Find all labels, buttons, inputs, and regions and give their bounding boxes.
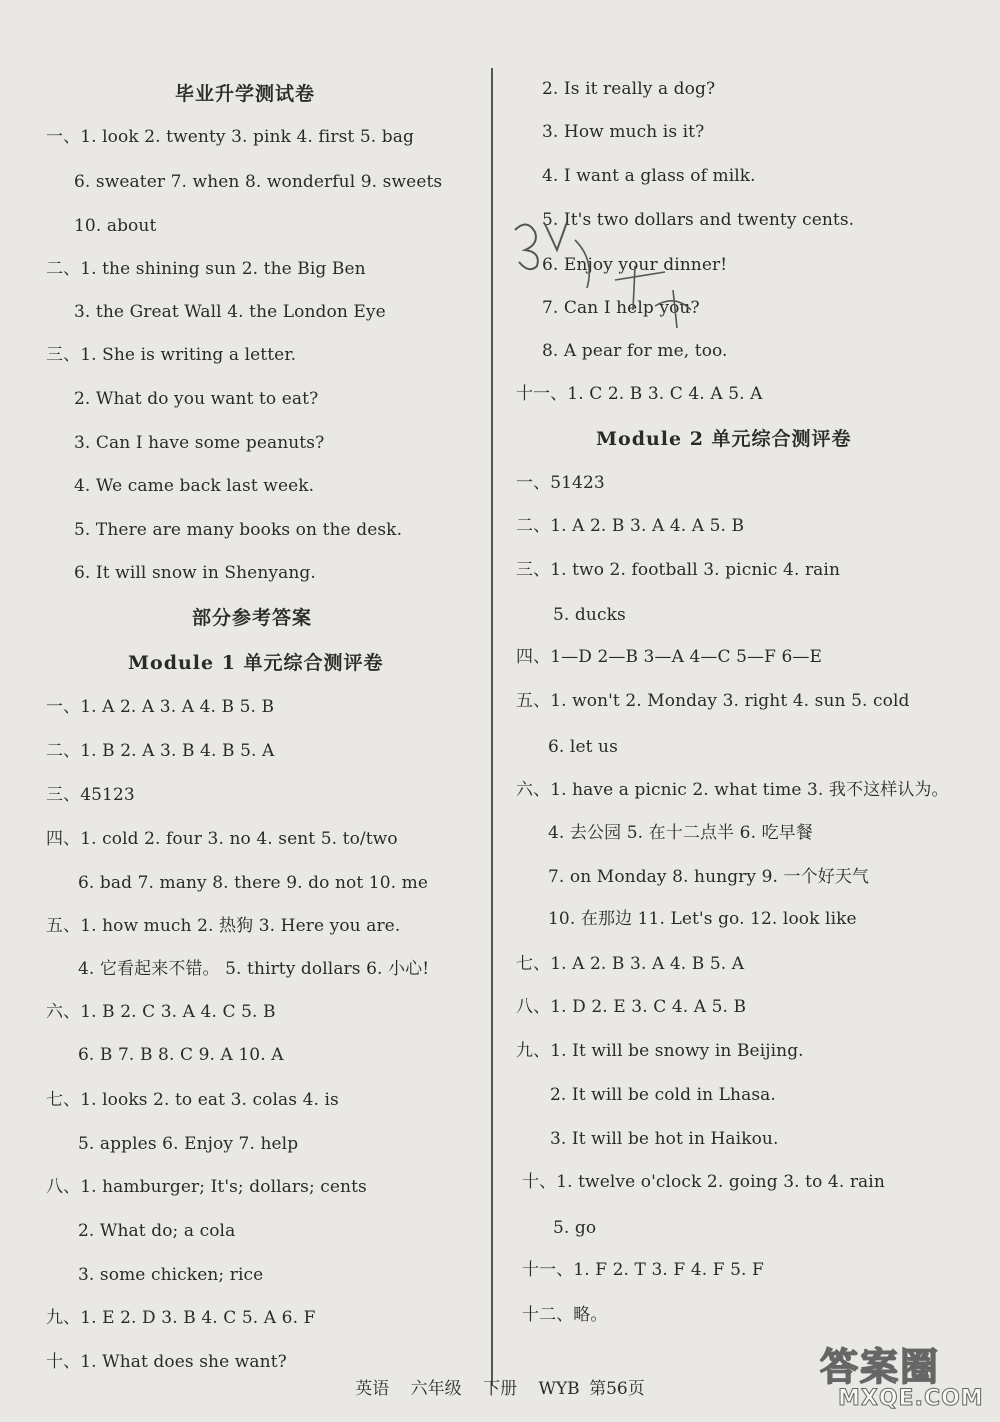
answer-line: 8. A pear for me, too. xyxy=(542,341,728,361)
answer-line: 2. It will be cold in Lhasa. xyxy=(550,1085,776,1105)
section-title-module-2: Module 2 单元综合测评卷 xyxy=(596,428,852,450)
section-title-reference-answers: 部分参考答案 xyxy=(192,607,313,629)
answer-line: 二、1. A 2. B 3. A 4. A 5. B xyxy=(516,516,745,536)
answer-line: 7. on Monday 8. hungry 9. 一个好天气 xyxy=(548,867,870,887)
answer-line: 十二、略。 xyxy=(522,1305,608,1325)
answer-line: 4. We came back last week. xyxy=(74,476,315,496)
footer-grade: 六年级 xyxy=(410,1379,462,1399)
watermark-text-cn: 答案圈 xyxy=(820,1345,941,1389)
answer-line: 二、1. B 2. A 3. B 4. B 5. A xyxy=(46,741,275,761)
answer-line: 九、1. It will be snowy in Beijing. xyxy=(516,1041,804,1061)
answer-line: 2. What do you want to eat? xyxy=(74,389,319,409)
watermark-text-en: MXQE.COM xyxy=(838,1386,984,1411)
answer-line: 五、1. won't 2. Monday 3. right 4. sun 5. cold xyxy=(516,691,910,711)
answer-line: 5. There are many books on the desk. xyxy=(74,520,403,540)
answer-line: 6. Enjoy your dinner! xyxy=(542,255,728,275)
answer-line: 七、1. looks 2. to eat 3. colas 4. is xyxy=(46,1090,339,1110)
answer-line: 2. What do; a cola xyxy=(78,1221,236,1241)
answer-line: 三、1. two 2. football 3. picnic 4. rain xyxy=(516,560,841,580)
answer-line: 4. 去公园 5. 在十二点半 6. 吃早餐 xyxy=(548,823,813,843)
answer-line: 十一、1. F 2. T 3. F 4. F 5. F xyxy=(522,1260,764,1280)
answer-line: 一、51423 xyxy=(516,473,605,493)
footer-page-number: 第56页 xyxy=(589,1379,645,1399)
answer-line: 六、1. B 2. C 3. A 4. C 5. B xyxy=(46,1002,276,1022)
answer-line: 6. sweater 7. when 8. wonderful 9. sweets xyxy=(74,172,443,192)
answer-line: 十、1. What does she want? xyxy=(46,1352,287,1372)
answer-line: 七、1. A 2. B 3. A 4. B 5. A xyxy=(516,954,745,974)
answer-line: 3. How much is it? xyxy=(542,122,705,142)
answer-line: 一、1. look 2. twenty 3. pink 4. first 5. bag xyxy=(46,127,414,147)
footer-subject: 英语 xyxy=(355,1379,390,1399)
answer-line: 3. Can I have some peanuts? xyxy=(74,433,325,453)
answer-line: 四、1. cold 2. four 3. no 4. sent 5. to/two xyxy=(46,829,398,849)
pencil-scribble-mark xyxy=(505,210,728,360)
answer-line: 3. the Great Wall 4. the London Eye xyxy=(74,302,386,322)
footer-volume: 下册 xyxy=(483,1379,518,1399)
answer-line: 6. It will snow in Shenyang. xyxy=(74,563,316,583)
answer-line: 九、1. E 2. D 3. B 4. C 5. A 6. F xyxy=(46,1308,316,1328)
answer-line: 五、1. how much 2. 热狗 3. Here you are. xyxy=(46,916,401,936)
answer-line: 四、1—D 2—B 3—A 4—C 5—F 6—E xyxy=(516,647,823,667)
answer-line: 7. Can I help you? xyxy=(542,298,700,318)
answer-line: 八、1. hamburger; It's; dollars; cents xyxy=(46,1177,367,1197)
answer-line: 6. B 7. B 8. C 9. A 10. A xyxy=(78,1045,284,1065)
answer-line: 5. It's two dollars and twenty cents. xyxy=(542,210,855,230)
answer-line: 3. It will be hot in Haikou. xyxy=(550,1129,779,1149)
answer-line: 6. bad 7. many 8. there 9. do not 10. me xyxy=(78,873,429,893)
answer-line: 十一、1. C 2. B 3. C 4. A 5. A xyxy=(516,384,763,404)
column-divider xyxy=(491,68,493,1386)
answer-line: 10. about xyxy=(74,216,157,236)
answer-line: 3. some chicken; rice xyxy=(78,1265,264,1285)
answer-line: 八、1. D 2. E 3. C 4. A 5. B xyxy=(516,997,747,1017)
section-title-module-1: Module 1 单元综合测评卷 xyxy=(128,652,384,674)
answer-line: 一、1. A 2. A 3. A 4. B 5. B xyxy=(46,697,275,717)
answer-line: 5. go xyxy=(553,1218,597,1238)
footer-edition: WYB xyxy=(538,1379,580,1399)
answer-line: 六、1. have a picnic 2. what time 3. 我不这样认为。 xyxy=(516,780,949,800)
answer-line: 4. 它看起来不错。 5. thirty dollars 6. 小心! xyxy=(78,959,430,979)
answer-line: 三、45123 xyxy=(46,785,135,805)
answer-line: 二、1. the shining sun 2. the Big Ben xyxy=(46,259,366,279)
section-title-graduation-test: 毕业升学测试卷 xyxy=(175,83,316,105)
answer-line: 十、1. twelve o'clock 2. going 3. to 4. rain xyxy=(522,1172,885,1192)
answer-line: 5. apples 6. Enjoy 7. help xyxy=(78,1134,299,1154)
answer-line: 4. I want a glass of milk. xyxy=(542,166,756,186)
answer-line: 10. 在那边 11. Let's go. 12. look like xyxy=(548,909,857,929)
watermark-logo xyxy=(820,1336,990,1416)
answer-line: 三、1. She is writing a letter. xyxy=(46,345,297,365)
answer-line: 6. let us xyxy=(548,737,618,757)
answer-line: 5. ducks xyxy=(553,605,626,625)
answer-line: 2. Is it really a dog? xyxy=(542,79,716,99)
